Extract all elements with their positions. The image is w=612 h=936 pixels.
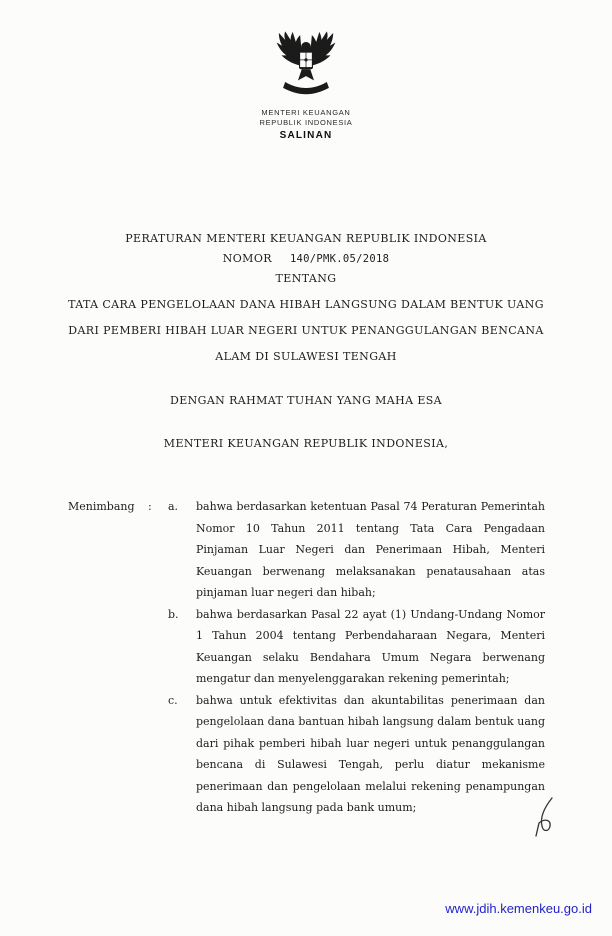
letterhead [0,0,612,141]
menimbang-label: Menimbang [68,500,135,513]
item-text: bahwa untuk efektivitas dan akuntabilitas penerimaan dan pengelolaan dana bantuan hibah langsung dalam bentuk uang dari pihak pemberi hibah luar negeri untuk penanggulangan bencana di Sulawesi Tengah, perlu diatur mekanisme penerimaan dan pengelolaan melalui rekening penampungan dana hibah langsung pada bank umum; [196,693,545,814]
authority-line: MENTERI KEUANGAN REPUBLIK INDONESIA, [163,437,449,450]
regulation-title: PERATURAN MENTERI KEUANGAN REPUBLIK INDONESIA [125,232,487,245]
regulation-number-row [0,249,612,269]
menimbang-row [68,496,545,819]
regulation-subject: TATA CARA PENGELOLAAN DANA HIBAH LANGSUNG DALAM BENTUK UANG DARI PEMBERI HIBAH LUAR NEGERI UNTUK PENANGGULANGAN BENCANA ALAM DI SULAWESI TENGAH [68,298,544,363]
jdih-url-link[interactable]: www.jdih.kemenkeu.go.id [445,901,592,916]
paraf-signature [534,796,558,838]
salinan-label: SALINAN [279,130,333,141]
invocation-line: DENGAN RAHMAT TUHAN YANG MAHA ESA [169,394,443,407]
tentang-label: TENTANG [275,272,337,285]
item-text: bahwa berdasarkan Pasal 22 ayat (1) Undang-Undang Nomor 1 Tahun 2004 tentang Perbendaharaan Negara, Menteri Keuangan selaku Bendahara Umum Negara berwenang mengatur dan menyelenggarakan rekening pemerintah; [196,607,545,685]
nomor-label: NOMOR [222,252,272,265]
item-letter: a. [168,500,179,513]
title-block [0,229,612,450]
preamble-section [68,496,545,819]
list-item [168,604,545,690]
item-letter: c. [168,693,178,707]
ministry-country: REPUBLIK INDONESIA [259,118,353,127]
list-item [168,496,545,604]
item-letter: b. [168,607,179,621]
list-item [168,690,545,819]
item-text: bahwa berdasarkan ketentuan Pasal 74 Peraturan Pemerintah Nomor 10 Tahun 2011 tentang Tata Cara Pengadaan Pinjaman Luar Negeri dan Penerimaan Hibah, Menteri Keuangan berwenang melaksanakan penatausahaan atas pinjaman luar negeri dan hibah; [196,500,545,599]
menimbang-colon: : [148,500,152,513]
garuda-pancasila-emblem [274,28,338,104]
nomor-value: 140/PMK.05/2018 [289,253,390,265]
menimbang-items [168,496,545,819]
ministry-name: MENTERI KEUANGAN [261,108,351,117]
